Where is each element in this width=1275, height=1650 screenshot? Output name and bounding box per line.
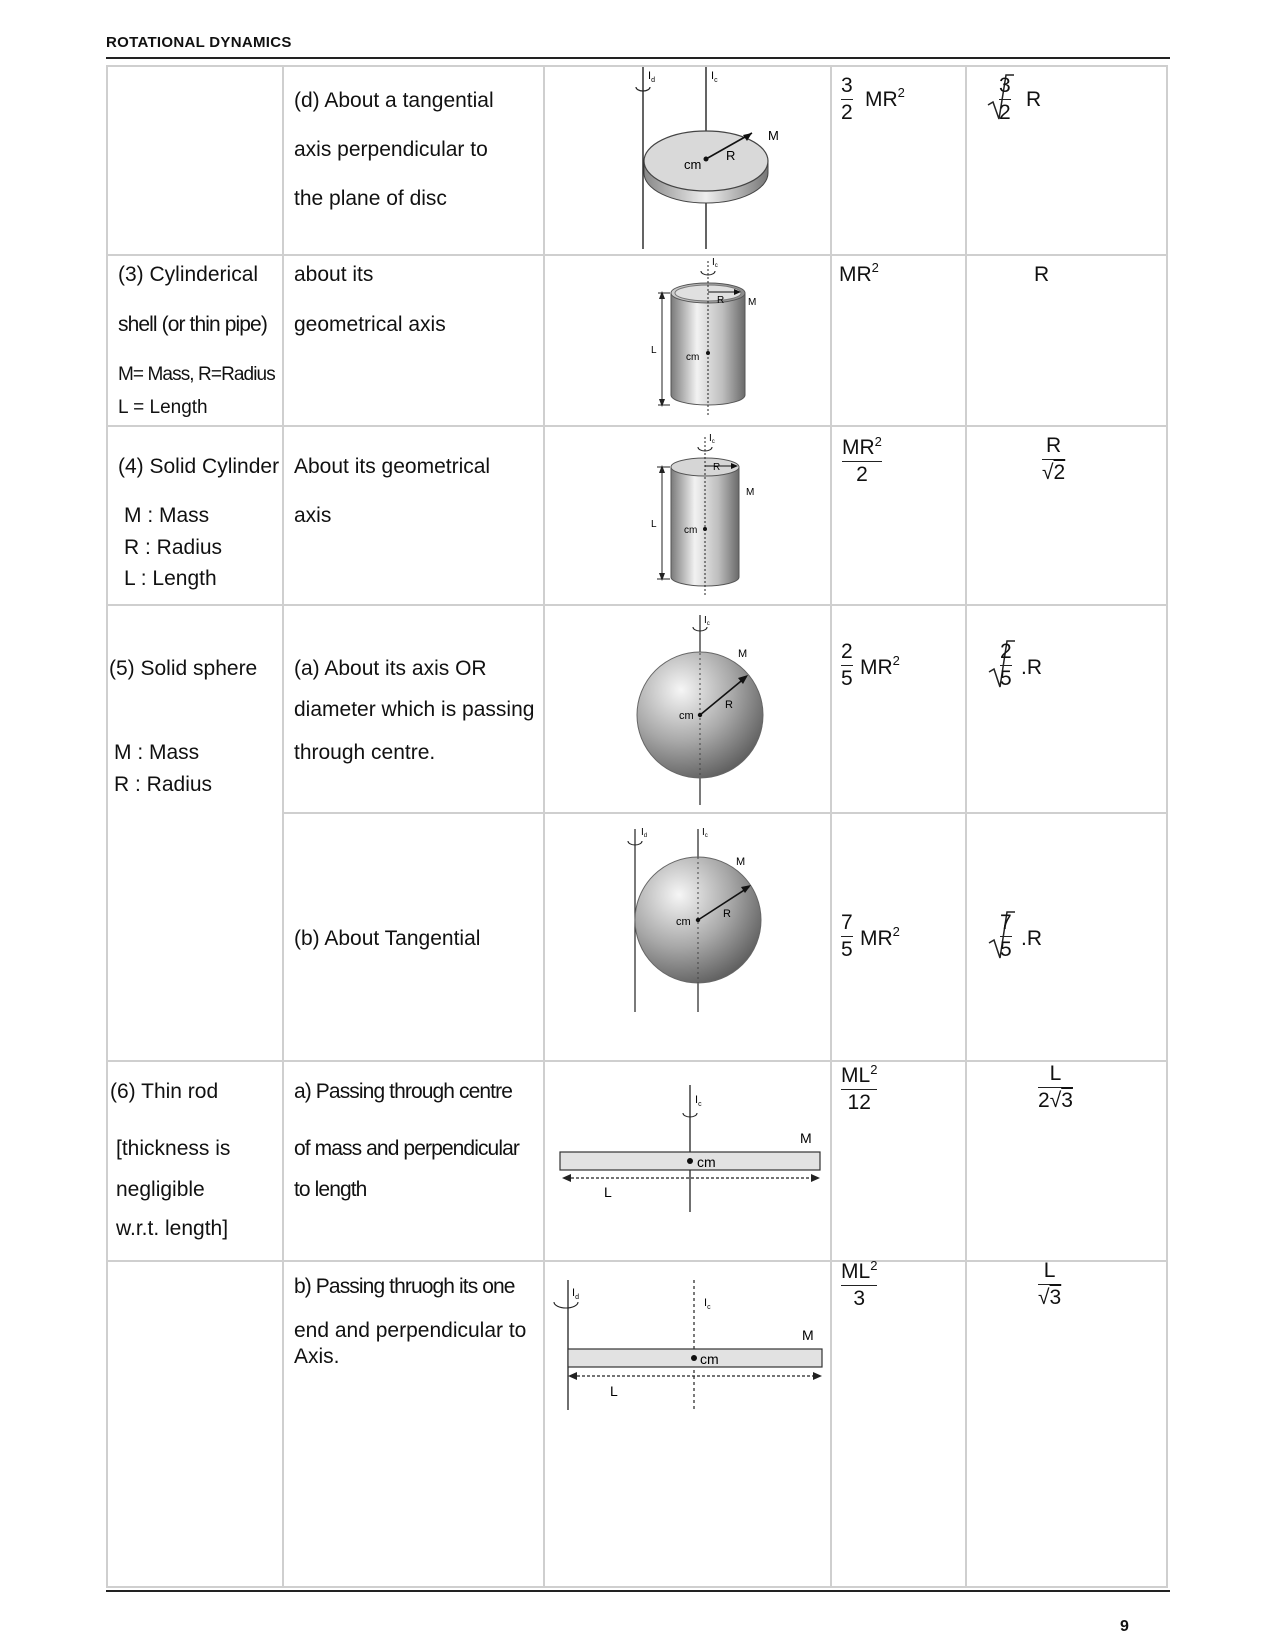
fraction-numerator: 3 <box>999 74 1011 97</box>
axis-text: axis <box>294 504 332 527</box>
fraction-numerator: 7 <box>841 911 853 934</box>
length-label: L <box>610 1383 618 1399</box>
body-text: R : Radius <box>124 536 223 559</box>
inertia-fraction <box>842 434 882 487</box>
axis-text: b) Passing thruogh its one <box>294 1275 515 1298</box>
fraction-numerator: 2 <box>1000 640 1012 663</box>
inertia-fraction <box>841 641 853 690</box>
fraction-denominator: 12 <box>847 1091 871 1115</box>
row-divider <box>108 1260 1168 1262</box>
body-text: M : Mass <box>124 504 210 527</box>
disc-tangential-figure <box>608 67 788 253</box>
fraction-denominator: 5 <box>1000 667 1012 691</box>
axis-text: end and perpendicular to <box>294 1319 527 1342</box>
rod-end-figure <box>548 1272 828 1417</box>
axis-c-label: $I_c$ <box>712 257 718 269</box>
inertia-fraction <box>841 912 853 961</box>
axis-d-label: $I_d$ <box>572 1287 579 1301</box>
row-divider <box>108 425 1168 427</box>
fraction-numerator: $MR^2$ <box>842 434 882 459</box>
sphere-diameter-figure <box>628 607 778 812</box>
fraction-denominator: 2 <box>999 101 1011 125</box>
axis-text: diameter which is passing <box>294 698 535 721</box>
body-text: (3) Cylinderical <box>118 263 259 286</box>
axis-text: the plane of disc <box>294 187 447 210</box>
mass-label: M <box>768 128 779 143</box>
mass-label: M <box>800 1130 812 1146</box>
body-text: shell (or thin pipe) <box>118 313 267 336</box>
axis-text: of mass and perpendicular <box>294 1137 519 1160</box>
page-number: 9 <box>1120 1618 1129 1635</box>
radius-label: R <box>713 462 721 473</box>
inertia-term: $MR^2$ <box>839 260 879 286</box>
centre-label: cm <box>684 157 702 172</box>
gyration-fraction <box>1000 641 1012 690</box>
axis-text: About its geometrical <box>294 455 491 478</box>
gyration-fraction <box>1038 1063 1073 1112</box>
fraction-denominator: 5 <box>1000 938 1012 962</box>
inertia-fraction <box>841 1258 878 1311</box>
length-label: L <box>651 345 657 356</box>
row-divider <box>108 1060 1168 1062</box>
mass-label: M <box>736 856 746 868</box>
radius-label: R <box>723 908 731 920</box>
rod-centre-figure <box>554 1077 824 1217</box>
centre-label: cm <box>684 525 698 536</box>
gyration-fraction <box>999 75 1011 124</box>
body-text: negligible <box>116 1178 205 1201</box>
axis-c-label: $I_c$ <box>704 1297 711 1311</box>
fraction-denominator: 5 <box>841 938 853 962</box>
mass-label: M <box>802 1327 814 1343</box>
fraction-denominator: 2 <box>856 463 868 487</box>
body-text: (4) Solid Cylinder <box>118 455 280 478</box>
radius-label: R <box>725 699 733 711</box>
column-divider <box>543 67 545 1586</box>
centre-label: cm <box>679 710 694 722</box>
body-text: (5) Solid sphere <box>109 657 258 680</box>
axis-c-label: $I_c$ <box>695 1094 702 1108</box>
fraction-numerator: L <box>1043 1259 1056 1282</box>
fraction-numerator: 3 <box>841 74 853 97</box>
gyration-term: .R <box>1021 927 1042 950</box>
inertia-term: $MR^2$ <box>860 924 900 950</box>
gyration-fraction <box>1042 435 1065 484</box>
centre-label: cm <box>686 352 700 363</box>
fraction-numerator: $ML^2$ <box>841 1062 878 1087</box>
axis-text: (b) About Tangential <box>294 927 481 950</box>
inertia-table <box>106 65 1168 1588</box>
centre-label: cm <box>676 916 691 928</box>
inertia-term: $MR^2$ <box>865 85 905 111</box>
body-text: M : Mass <box>114 741 200 764</box>
column-divider <box>830 67 832 1586</box>
axis-c-label: $I_c$ <box>709 433 715 445</box>
fraction-denominator: 3 <box>853 1287 866 1311</box>
header-rule <box>106 57 1170 59</box>
solid-cylinder-figure <box>643 427 763 602</box>
axis-d-label: $I_d$ <box>641 827 648 839</box>
column-divider <box>282 67 284 1586</box>
inertia-fraction <box>841 75 853 124</box>
fraction-denominator: 5 <box>841 667 853 691</box>
axis-text: about its <box>294 263 374 286</box>
mass-label: M <box>746 487 755 498</box>
axis-text: Axis. <box>294 1345 340 1368</box>
gyration-term: .R <box>1021 656 1042 679</box>
body-text: R : Radius <box>114 773 213 796</box>
fraction-numerator: R <box>1046 434 1062 457</box>
body-text: w.r.t. length] <box>116 1217 229 1240</box>
radius-label: R <box>717 295 725 306</box>
axis-text: to length <box>294 1178 367 1201</box>
axis-c-label: $I_c$ <box>702 827 708 839</box>
gyration-term: R <box>1026 88 1042 111</box>
column-divider <box>965 67 967 1586</box>
mass-label: M <box>748 297 757 308</box>
body-text: (6) Thin rod <box>110 1080 219 1103</box>
length-label: L <box>651 519 657 530</box>
fraction-denominator: √2 <box>1042 461 1066 485</box>
body-text: L = Length <box>118 397 208 418</box>
inertia-fraction <box>841 1062 878 1115</box>
fraction-numerator: 7 <box>1000 911 1012 934</box>
sphere-tangential-figure <box>603 817 783 1017</box>
gyration-fraction <box>1000 912 1012 961</box>
axis-text: axis perpendicular to <box>294 138 488 161</box>
page-header: ROTATIONAL DYNAMICS <box>106 34 292 51</box>
fraction-numerator: $ML^2$ <box>841 1258 878 1283</box>
length-label: L <box>604 1184 612 1200</box>
centre-label: cm <box>700 1351 719 1367</box>
body-text: L : Length <box>124 567 217 590</box>
axis-text: through centre. <box>294 741 436 764</box>
cylindrical-shell-figure <box>648 255 768 425</box>
row-divider <box>108 254 1168 256</box>
axis-text: (d) About a tangential <box>294 89 494 112</box>
axis-text: a) Passing through centre <box>294 1080 512 1103</box>
fraction-denominator: 2 <box>841 101 853 125</box>
inertia-term: $MR^2$ <box>860 653 900 679</box>
axis-c-label: $I_c$ <box>711 70 718 84</box>
fraction-numerator: L <box>1049 1062 1062 1085</box>
fraction-denominator: √3 <box>1038 1286 1062 1310</box>
fraction-denominator: 2√3 <box>1038 1089 1073 1113</box>
mass-label: M <box>738 648 748 660</box>
axis-text: (a) About its axis OR <box>294 657 487 680</box>
axis-d-label: $I_d$ <box>648 70 655 84</box>
body-text: [thickness is <box>116 1137 231 1160</box>
gyration-term: R <box>1034 263 1050 286</box>
centre-label: cm <box>697 1154 716 1170</box>
fraction-numerator: 2 <box>841 640 853 663</box>
body-text: M= Mass, R=Radius <box>118 364 275 385</box>
footer-rule <box>106 1590 1170 1592</box>
gyration-fraction <box>1038 1260 1061 1309</box>
axis-c-label: $I_c$ <box>704 615 710 627</box>
row-divider <box>108 604 1168 606</box>
row-divider <box>282 812 1168 814</box>
radius-label: R <box>726 148 736 163</box>
axis-text: geometrical axis <box>294 313 446 336</box>
